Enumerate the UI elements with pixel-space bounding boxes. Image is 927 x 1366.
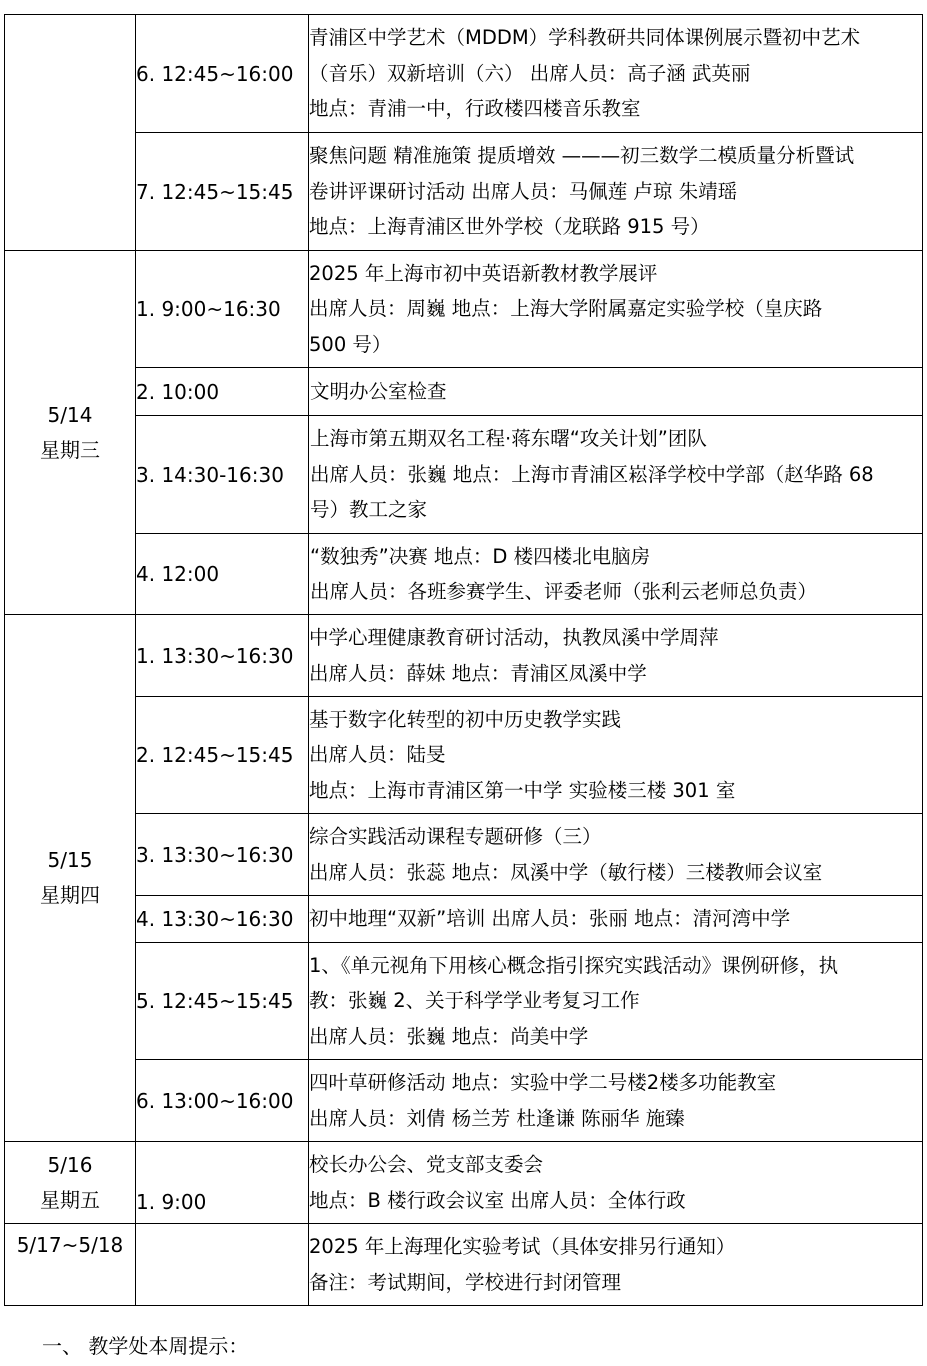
table-row [5,943,923,1060]
event-line: 四叶草研修活动 地点：实验中学二号楼2楼多功能教室 [309,1071,777,1094]
event-line: 出席人员：薛妹 地点：青浦区凤溪中学 [309,661,647,685]
event-line: 综合实践活动课程专题研修（三） [309,825,602,848]
day-cell [5,1142,136,1224]
event-cell [309,814,923,896]
event-line: 基于数字化转型的初中历史教学实践 [309,707,622,731]
table-row [5,1142,923,1224]
event-line: 出席人员：陆旻 [309,743,446,767]
event-line: 1、《单元视角下用核心概念指引探究实践活动》课例研修，执 [309,953,839,977]
event-line: 地点：青浦一中，行政楼四楼音乐教室 [309,97,641,121]
day-date: 5/14 [47,402,93,427]
event-line: 出席人员：张巍 地点：上海市青浦区崧泽学校中学部（赵华路 68 [310,462,874,486]
day-cell [5,615,136,1142]
day-cell [5,1224,136,1306]
table-row [5,615,923,697]
table-row [5,1060,923,1142]
event-line: 上海市第五期双名工程·蒋东曙“攻关计划”团队 [310,427,707,451]
event-cell [309,133,923,251]
day-cell-empty [5,15,136,251]
day-weekday: 星期五 [40,1187,100,1212]
time-cell: 1. 9:00~16:30 [136,251,309,368]
day-weekday: 星期四 [40,883,100,907]
event-line: 地点：上海市青浦区第一中学 实验楼三楼 301 室 [309,778,736,802]
time-cell: 4. 12:00 [136,534,309,615]
event-cell [309,1142,923,1224]
day-weekday: 星期三 [40,437,100,462]
table-row [5,251,923,368]
event-line: 出席人员：各班参赛学生、评委老师（张利云老师总负责） [310,580,818,603]
event-line: 出席人员：张蕊 地点：凤溪中学（敏行楼）三楼教师会议室 [309,860,823,884]
event-cell [309,251,923,368]
event-line: 出席人员：刘倩 杨兰芳 杜逢谦 陈丽华 施臻 [309,1106,685,1130]
day-date: 5/16 [47,1152,93,1177]
table-row [5,416,923,534]
event-line: 号）教工之家 [310,498,428,522]
time-cell: 6. 12:45~16:00 [136,15,309,133]
event-line: 出席人员：周巍 地点：上海大学附属嘉定实验学校（皇庆路 [309,297,823,321]
time-cell: 3. 13:30~16:30 [136,814,309,896]
table-row [5,1224,923,1306]
event-line: 聚焦问题 精准施策 提质增效 ———初三数学二模质量分析暨试 [309,144,855,168]
table-row [5,814,923,896]
event-cell [309,1224,923,1306]
time-cell: 4. 13:30~16:30 [136,896,309,943]
event-line: 备注：考试期间，学校进行封闭管理 [309,1270,622,1294]
event-line: 2025 年上海理化实验考试（具体安排另行通知） [309,1235,736,1258]
table-row [5,896,923,943]
event-line: 中学心理健康教育研讨活动，执教凤溪中学周萍 [309,626,719,649]
table-row [5,368,923,416]
time-cell: 1. 13:30~16:30 [136,615,309,697]
event-line: （音乐）双新培训（六） 出席人员：高子涵 武英丽 [309,61,751,85]
event-line: 文明办公室检查 [310,379,447,403]
event-line: 出席人员：张巍 地点：尚美中学 [309,1024,589,1048]
table-row [5,15,923,133]
table-row [5,133,923,251]
event-cell [309,943,923,1060]
event-line: 校长办公会、党支部支委会 [309,1153,544,1176]
day-date: 5/17~5/18 [16,1233,124,1257]
time-cell: 2. 10:00 [136,368,309,416]
event-line: “数独秀”决赛 地点：D 楼四楼北电脑房 [310,544,651,568]
event-line: 地点：上海青浦区世外学校（龙联路 915 号） [309,215,710,239]
event-line: 教：张巍 2、关于科学学业考复习工作 [309,989,640,1013]
event-cell [309,1060,923,1142]
event-cell [309,15,923,133]
time-cell: 5. 12:45~15:45 [136,943,309,1060]
event-cell [309,368,923,416]
event-cell [309,416,923,534]
table-row [5,534,923,615]
day-cell [5,251,136,615]
event-line: 卷讲评课研讨活动 出席人员：马佩莲 卢琼 朱靖瑶 [309,179,738,203]
schedule-table [4,14,923,1306]
event-line: 500 号） [309,332,392,356]
event-cell [309,615,923,697]
event-line: 2025 年上海市初中英语新教材教学展评 [309,261,658,285]
event-line: 地点：B 楼行政会议室 出席人员：全体行政 [309,1188,686,1212]
event-cell [309,896,923,943]
event-cell [309,534,923,615]
time-cell: 3. 14:30-16:30 [136,416,309,534]
time-cell: 1. 9:00 [136,1142,309,1224]
event-cell [309,697,923,814]
event-line: 初中地理“双新”培训 出席人员：张丽 地点：清河湾中学 [309,907,791,931]
event-line: 青浦区中学艺术（MDDM）学科教研共同体课例展示暨初中艺术 [309,26,861,50]
section-heading: 一、 教学处本周提示： [42,1334,249,1358]
time-cell-empty [136,1224,309,1306]
day-date: 5/15 [47,848,93,872]
time-cell: 7. 12:45~15:45 [136,133,309,251]
time-cell: 6. 13:00~16:00 [136,1060,309,1142]
time-cell: 2. 12:45~15:45 [136,697,309,814]
table-row [5,697,923,814]
